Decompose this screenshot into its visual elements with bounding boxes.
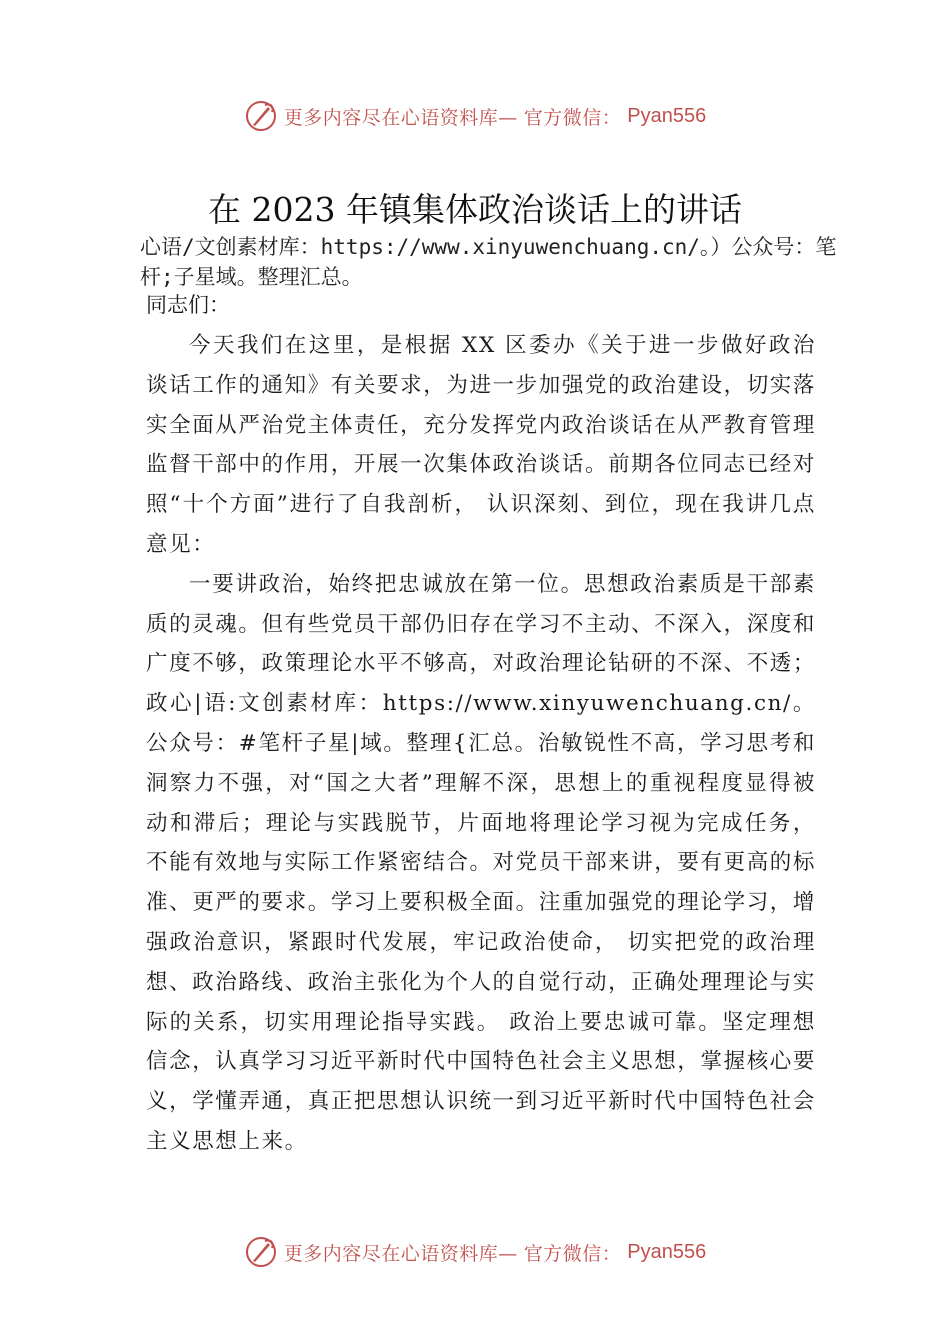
banner-text: 更多内容尽在心语资料库— [283,1242,518,1265]
document-title: 在 2023 年镇集体政治谈话上的讲话 [208,190,742,229]
paragraph: 一要讲政治，始终把忠诚放在第一位。思想政治素质是干部素质的灵魂。但有些党员干部仍旧存在学习不主动、不深入，深度和广度不够，政策理论水平不够高，对政治理论钻研的不深、不透；政心|语:文创素材库：https://www.xinyuwenchuang.cn/。公众号：#笔杆子星|域。整理{汇总。治敏锐性不高，学习思考和洞察力不强，对“国之大者”理解不深，思想上的重视程度显得被动和滞后；理论与实践脱节，片面地将理论学习视为完成任务， 不能有效地与实际工作紧密结合。对党员干部来讲，要有更高的标准、更严的要求。学习上要积极全面。注重加强党的理论学习，增强政治意识，紧跟时代发展，牢记政治使命， 切实把党的政治理想、政治路线、政治主张化为个人的自觉行动，正确处理理论与实际的关系，切实用理论指导实践。 政治上要忠诚可靠。坚定理想信念，认真学习习近平新时代中国特色社会主义思想，掌握核心要义，学懂弄通，真正把思想认识统一到习近平新时代中国特色社会主义思想上来。 [146,571,816,1154]
paragraph: 今天我们在这里，是根据 XX 区委办《关于进一步做好政治谈话工作的通知》有关要求，为进一步加强党的政治建设，切实落实全面从严治党主体责任，充分发挥党内政治谈话在从严教育管理监督干部中的作用，开展一次集体政治谈话。前期各位同志已经对照“十个方面”进行了自我剖析， 认识深刻、到位，现在我讲几点意见： [146,333,816,557]
banner-wechat-label: 官方微信： [523,106,622,129]
banner-wechat-id: Pyan556 [627,1240,707,1263]
source-note: 心语/文创素材库：https://www.xinyuwenchuang.cn/。）公众号：笔杆;子星域。整理汇总。 [140,235,837,289]
document-body [146,326,816,1162]
quill-logo-icon [244,99,278,133]
header-banner [0,96,950,136]
banner-text: 更多内容尽在心语资料库— [283,106,518,129]
quill-logo-icon [244,1235,278,1269]
salutation: 同志们： [146,293,230,317]
banner-wechat-id: Pyan556 [627,104,707,127]
banner-wechat-label: 官方微信： [523,1242,622,1265]
footer-banner [0,1232,950,1272]
